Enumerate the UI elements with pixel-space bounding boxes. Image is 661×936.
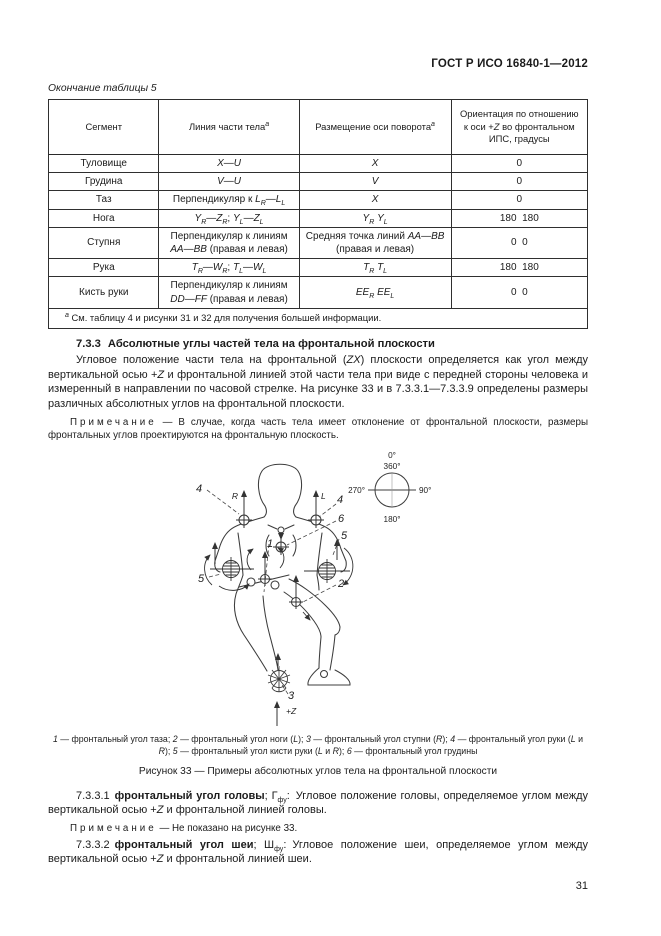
note-frontal-plane bbox=[48, 416, 588, 442]
orientation-cell: 0 0 bbox=[451, 277, 587, 308]
body-line-cell: V—U bbox=[159, 173, 299, 191]
table-row bbox=[49, 259, 588, 277]
figure-label-l-axis: L bbox=[321, 491, 326, 502]
clause-number: 7.3.3.1 bbox=[76, 789, 110, 802]
axis-cell: X bbox=[299, 155, 451, 173]
axis-cell: X bbox=[299, 191, 451, 209]
term-frontal-neck-angle: фронтальный угол шеи bbox=[114, 838, 254, 851]
compass-270: 270° bbox=[348, 486, 365, 496]
axis-cell: $Y_R$ $Y_L$ bbox=[299, 209, 451, 227]
section-title: Абсолютные углы частей тела на фронтальной плоскости bbox=[107, 338, 435, 351]
term-frontal-head-angle: фронтальный угол головы bbox=[114, 789, 265, 802]
table-row bbox=[49, 209, 588, 227]
plus-z-axis-label: +Z bbox=[286, 706, 297, 717]
table-row bbox=[49, 191, 588, 209]
col-header-axis: Размещение оси поворота$^а$ bbox=[299, 100, 451, 155]
figure-label-2: 2 bbox=[338, 578, 345, 591]
doc-header-title: ГОСТ Р ИСО 16840-1—2012 bbox=[431, 58, 588, 70]
orientation-cell: 0 bbox=[451, 155, 587, 173]
figure-label-4-right: 4 bbox=[337, 494, 344, 507]
segment-cell: Кисть руки bbox=[49, 277, 159, 308]
definition-text: Угловое положение шеи, определяемое углом между вертикальной осью +Z и фронтальной линией шеи. bbox=[48, 838, 588, 866]
table-row bbox=[49, 227, 588, 258]
segment-cell: Ступня bbox=[49, 227, 159, 258]
section-heading-7-3-3 bbox=[48, 338, 588, 350]
orientation-cell: 180 180 bbox=[451, 259, 587, 277]
figure-33-drawing bbox=[48, 444, 608, 728]
segment-cell: Грудина bbox=[49, 173, 159, 191]
axis-cell: $T_R$ $T_L$ bbox=[299, 259, 451, 277]
figure-label-5-right: 5 bbox=[341, 530, 348, 543]
compass-90: 90° bbox=[419, 486, 432, 496]
table-row bbox=[49, 155, 588, 173]
axis-cell: V bbox=[299, 173, 451, 191]
segments-table bbox=[48, 99, 588, 329]
body-line-cell: $T_R—W_R$; $T_L—W_L$ bbox=[159, 259, 299, 277]
section-number: 7.3.3 bbox=[76, 338, 101, 351]
definition-text: Угловое положение головы, определяемое углом между вертикальной осью +Z и фронтальной линией головы. bbox=[48, 789, 588, 817]
segment-cell: Нога bbox=[49, 209, 159, 227]
col-header-body-line: Линия части тела$^а$ bbox=[159, 100, 299, 155]
body-line-cell: Перпендикуляр к $L_R—L_L$ bbox=[159, 191, 299, 209]
note-text: — В случае, когда часть тела имеет отклонение от фронтальной плоскости, размеры фронтальных углов проектируются на фронтальную плоскость. bbox=[48, 417, 588, 442]
figure-legend: 1 — фронтальный угол таза; 2 — фронтальный угол ноги (L); 3 — фронтальный угол ступни (R); 4 — фронтальный угол руки (L и R); 5 — фронтальный угол кисти руки (L и R); 6 — фронтальный угол грудины bbox=[52, 734, 584, 757]
note-text: — Не показано на рисунке 33. bbox=[156, 822, 298, 834]
orientation-cell: 180 180 bbox=[451, 209, 587, 227]
clause-number: 7.3.3.2 bbox=[76, 838, 110, 851]
compass-0: 0° bbox=[388, 451, 396, 461]
axis-arrows bbox=[215, 491, 337, 726]
compass-360: 360° bbox=[383, 462, 401, 472]
segment-cell: Таз bbox=[49, 191, 159, 209]
term-symbol: ; $Г_{фу}$: bbox=[264, 789, 290, 804]
paragraph-7-3-3: Угловое положение части тела на фронтальной (ZX) плоскости определяется как угол между вертикальной осью +Z и фронтальной линией этой части тела при виде с передней стороны человека и измеренный в направлении по часовой стрелке. На рисунке 33 и в 7.3.3.1—7.3.3.9 определены размеры различных абсолютных углов на фронтальной плоскости. bbox=[48, 354, 588, 410]
col-header-segment: Сегмент bbox=[49, 100, 159, 155]
note-label: Примечание bbox=[70, 417, 157, 429]
pivot-markers bbox=[236, 512, 324, 609]
orientation-cell: 0 bbox=[451, 191, 587, 209]
table-footnote-row bbox=[49, 308, 588, 328]
compass-180: 180° bbox=[383, 515, 401, 525]
figure-label-r-axis: R bbox=[231, 491, 238, 502]
orientation-cell: 0 bbox=[451, 173, 587, 191]
axis-cell: $EE_R$ $EE_L$ bbox=[299, 277, 451, 308]
body-line-cell: Перпендикуляр к линиям DD—FF (правая и левая) bbox=[159, 277, 299, 308]
figure-title: Рисунок 33 — Примеры абсолютных углов тела на фронтальной плоскости bbox=[138, 765, 498, 777]
segment-cell: Туловище bbox=[49, 155, 159, 173]
segment-cell: Рука bbox=[49, 259, 159, 277]
compass-rose bbox=[348, 451, 431, 524]
figure-label-1: 1 bbox=[267, 538, 274, 551]
body-line-cell: Перпендикуляр к линиям AA—BB (правая и левая) bbox=[159, 227, 299, 258]
paragraph-7-3-3-1 bbox=[48, 789, 588, 818]
figure-label-6: 6 bbox=[338, 513, 345, 526]
table-footnote: $^а$ См. таблицу 4 и рисунки 31 и 32 для получения большей информации. bbox=[49, 308, 588, 328]
table-row bbox=[49, 277, 588, 308]
col-header-orientation: Ориентация по отношению к оси +Z во фронтальном ИПС, градусы bbox=[451, 100, 587, 155]
crosshair-sternum bbox=[273, 539, 289, 555]
figure-label-3: 3 bbox=[288, 690, 295, 703]
body-line-cell: X—U bbox=[159, 155, 299, 173]
figure-label-4-left: 4 bbox=[196, 483, 203, 496]
table-header-row bbox=[49, 100, 588, 155]
table-row bbox=[49, 173, 588, 191]
figure-label-5-left: 5 bbox=[198, 573, 205, 586]
figure-33 bbox=[48, 444, 588, 733]
table-caption: Окончание таблицы 5 bbox=[48, 83, 157, 94]
paragraph-7-3-3-2 bbox=[48, 838, 588, 867]
orientation-cell: 0 0 bbox=[451, 227, 587, 258]
page-number: 31 bbox=[575, 880, 588, 893]
body-line-cell: $Y_R—Z_R$; $Y_L—Z_L$ bbox=[159, 209, 299, 227]
term-symbol: ; $Ш_{фу}$: bbox=[253, 838, 287, 854]
axis-cell: Средняя точка линий AA—BB (правая и левая) bbox=[299, 227, 451, 258]
foot-marker bbox=[268, 666, 290, 692]
note-not-shown bbox=[48, 822, 588, 835]
note-label: Примечание bbox=[70, 822, 157, 834]
